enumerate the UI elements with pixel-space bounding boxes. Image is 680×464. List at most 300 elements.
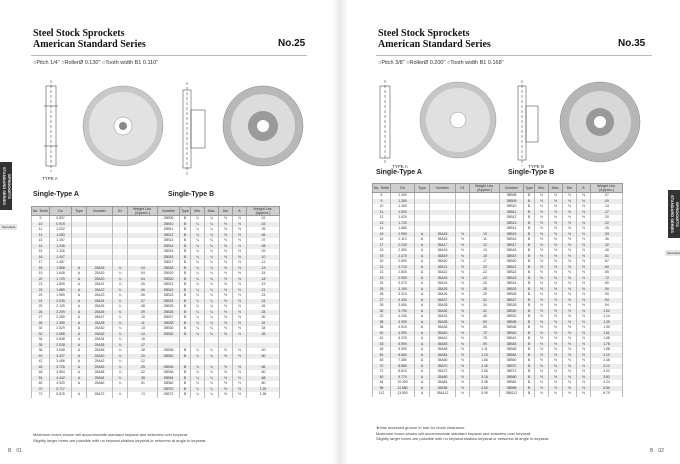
table-cell: 22 [32,288,50,294]
table-cell: A [72,332,87,338]
table-cell: ½ [456,248,470,254]
table-cell: ½ [563,336,577,342]
table-cell: 25A19 [87,271,113,277]
table-cell: 3.327 [50,354,72,360]
table-cell: 35B25 [500,287,524,293]
table-cell: ½ [456,254,470,260]
table-cell: ½ [549,364,563,370]
table-cell: 2.529 [50,326,72,332]
table-cell: B [524,325,535,331]
table-cell: 3.82 [591,375,623,381]
table-cell: .80 [591,281,623,287]
table-cell: 1.246 [50,244,72,250]
table-cell: ¼ [205,299,219,305]
table-cell: ½ [535,292,549,298]
table-cell: ½ [549,237,563,243]
table-cell: ½ [535,193,549,199]
table-cell: ½ [549,232,563,238]
table-cell: A [72,304,87,310]
table-cell: 5.717 [50,387,72,393]
col-header: Do [391,184,415,193]
table-cell: ½ [549,336,563,342]
page-shade [332,0,340,464]
table-cell: A [72,343,87,349]
table-cell: 1.407 [50,255,72,261]
table-cell: ½ [577,265,591,271]
table-cell: 35B12 [500,215,524,221]
table-cell: ½ [535,309,549,315]
table-cell: .10 [128,315,158,321]
table-cell: 26 [373,292,391,298]
col-header: D1 [113,207,128,216]
table-cell: ½ [563,287,577,293]
table-cell: ½ [563,364,577,370]
table-cell: 35A25 [430,287,456,293]
table-cell: 1.083 [50,233,72,239]
table-cell: ½ [233,299,247,305]
table-cell: ½ [577,325,591,331]
title-line-1: Steel Stock Sprockets [378,28,470,39]
table-cell: 25B13 [158,238,180,244]
table-cell: B [180,222,191,228]
table-cell: ½ [456,369,470,375]
table-cell: 20 [32,277,50,283]
table-cell: 25B18 [158,266,180,272]
table-cell: 23 [373,276,391,282]
table-cell: 25A32 [87,332,113,338]
table-cell: 6.70 [591,391,623,397]
table-cell: A [415,276,430,282]
table-cell: ½ [535,248,549,254]
table-cell: 2.950 [391,276,415,282]
table-cell: B [180,277,191,283]
table-cell: 35B96 [500,386,524,392]
table-cell: 23 [32,293,50,299]
table-cell: ¼ [113,288,128,294]
table-cell: 2.110 [391,237,415,243]
table-cell: 25B26 [158,310,180,316]
type-b-side-view [183,82,205,176]
table-cell: ¼ [113,293,128,299]
table-cell: ½ [456,265,470,271]
table-cell: 11 [373,210,391,216]
table-cell: 32 [32,332,50,338]
col-header: Weight Lbs. (Approx.) [470,184,500,193]
table-cell: B [180,288,191,294]
table-cell: 25B10 [158,222,180,228]
table-cell: ½ [549,265,563,271]
col-header: Weight Lbs. (Approx.) [128,207,158,216]
table-cell: B [524,358,535,364]
page-title [33,28,146,50]
table-cell: .74 [128,392,158,398]
table-cell: 26 [32,310,50,316]
table-cell: 42 [373,336,391,342]
table-cell: B [524,298,535,304]
table-cell: 2.470 [391,254,415,260]
table-cell: .09 [247,249,280,255]
table-cell: ¼ [113,299,128,305]
table-cell: .15 [247,271,280,277]
table-cell: 2.56 [470,369,500,375]
table-cell: ½ [535,204,549,210]
table-cell: 25A40 [87,354,113,360]
table-cell: .26 [247,304,280,310]
col-header: A [233,207,247,216]
table-cell: 10 [32,222,50,228]
table-cell: 5.876 [50,392,72,398]
table-cell: 3.550 [391,303,415,309]
table-cell: 8.810 [391,369,415,375]
table-cell: A [72,354,87,360]
table-cell: B [524,276,535,282]
table-cell: ½ [219,216,233,222]
table-cell: 25A42 [87,359,113,365]
table-cell: 80 [373,375,391,381]
table-cell: 25A30 [87,326,113,332]
table-cell: 16 [32,255,50,261]
table-cell: ½ [219,249,233,255]
table-cell: A [72,315,87,321]
table-cell: ½ [456,303,470,309]
table-cell: 2.848 [50,337,72,343]
col-header: Dm [219,207,233,216]
table-cell: B [180,216,191,222]
table-cell: 8 [373,193,391,199]
table-cell: 25A25 [87,304,113,310]
table-cell: ¼ [113,332,128,338]
table-cell: B [180,233,191,239]
table-cell: A [72,293,87,299]
table-cell: ¼ [191,321,205,327]
table-cell: ½ [219,365,233,371]
table-cell: .46 [591,248,623,254]
table-cell: .51 [128,381,158,387]
table-cell: 35A28 [430,303,456,309]
table-cell: .24 [247,299,280,305]
table-cell: .24 [470,276,500,282]
table-cell: A [72,392,87,398]
table-cell: ½ [549,292,563,298]
table-cell: ½ [535,314,549,320]
table-cell: ¼ [191,365,205,371]
table-cell: .57 [591,259,623,265]
type-b-label: TYPE B [528,164,545,169]
table-cell: .34 [247,326,280,332]
table-cell: 1.729 [50,277,72,283]
table-cell: 16 [373,237,391,243]
table-cell: ½ [563,226,577,232]
table-cell: 35A70 [430,364,456,370]
table-cell: ½ [219,370,233,376]
table-cell: ¼ [191,376,205,382]
table-cell: A [415,364,430,370]
table-cell: B [180,304,191,310]
table-cell: ¼ [191,277,205,283]
table-cell: ½ [456,292,470,298]
table-cell: .78 [470,336,500,342]
footnote: Maximum bores shown will accommodate standard keyseat and setscrew over keyseat. [33,432,189,437]
table-cell: 35A15 [430,232,456,238]
table-cell: A [72,271,87,277]
table-cell: ½ [456,270,470,276]
table-cell: 2.369 [50,321,72,327]
table-cell: 40 [373,331,391,337]
table-cell: 42 [32,359,50,365]
table-cell: 36 [32,348,50,354]
table-cell: ½ [563,237,577,243]
table-cell: .68 [247,376,280,382]
table-cell: 1.167 [50,238,72,244]
table-cell: .22 [470,270,500,276]
table-cell: ½ [577,369,591,375]
table-cell: 54 [32,376,50,382]
table-cell: 1.969 [50,293,72,299]
table-cell: ½ [563,380,577,386]
table-cell: B [524,320,535,326]
table-cell: .04 [128,271,158,277]
table-cell: 13.590 [391,391,415,397]
table-cell: ½ [577,298,591,304]
table-cell: 2.830 [391,270,415,276]
table-cell: 35A42 [430,336,456,342]
table-cell: 25A23 [87,293,113,299]
table-cell: ½ [563,204,577,210]
table-cell: ½ [577,226,591,232]
divider [376,55,652,56]
table-cell: ½ [456,364,470,370]
table-cell: ½ [219,244,233,250]
type-a-label: TYPE A [42,176,58,181]
table-cell: 4.24 [591,380,623,386]
table-cell: .34 [470,303,500,309]
series-number: No.25 [278,38,306,49]
title-line-2: American Standard Series [33,39,146,50]
table-cell: ½ [456,276,470,282]
table-cell: ½ [577,380,591,386]
table-cell: ½ [456,298,470,304]
table-cell: B [524,336,535,342]
table-cell: B [180,348,191,354]
table-cell: B [524,199,535,205]
table-cell: ½ [535,226,549,232]
table-cell: B [524,265,535,271]
table-cell: ½ [456,232,470,238]
table-cell: ½ [233,266,247,272]
table-cell: .14 [591,204,623,210]
table-cell: ½ [563,347,577,353]
table-cell: B [524,331,535,337]
table-cell: ½ [233,227,247,233]
table-cell: 35A24 [430,281,456,287]
table-cell: 1.487 [50,260,72,266]
table-cell: B [180,282,191,288]
table-cell: 25A20 [87,277,113,283]
table-cell: 35B15 [500,232,524,238]
table-cell: 1.568 [50,266,72,272]
table-cell: ½ [563,353,577,359]
table-cell: ¼ [205,227,219,233]
table-cell: 35A60 [430,358,456,364]
table-cell: .23 [247,293,280,299]
table-cell: ½ [219,326,233,332]
table-cell: 1.809 [50,282,72,288]
table-cell: A [415,243,430,249]
table-cell: ½ [233,321,247,327]
side-subtab: Sprockets [665,250,680,256]
table-cell: 7.380 [391,358,415,364]
table-cell: B [524,380,535,386]
table-cell: ¼ [205,282,219,288]
table-cell: ½ [233,260,247,266]
table-cell: ½ [549,298,563,304]
table-cell: 25A28 [87,321,113,327]
table-cell: ¼ [205,222,219,228]
table-cell: ¼ [191,288,205,294]
table-cell: A [72,299,87,305]
table-cell: 11 [32,227,50,233]
table-cell: 1.14 [591,314,623,320]
table-cell: .11 [247,260,280,266]
table-cell: B [180,332,191,338]
table-cell: 21 [32,282,50,288]
table-cell: 25A21 [87,282,113,288]
table-cell: ½ [535,369,549,375]
table-cell: ½ [535,298,549,304]
col-header: Max. [549,184,563,193]
title-line-1: Steel Stock Sprockets [33,28,125,39]
table-cell: ½ [456,259,470,265]
table-cell: ¼ [191,260,205,266]
table-cell: ½ [563,303,577,309]
table-cell: 35A23 [430,276,456,282]
table-cell: 54 [373,353,391,359]
table-cell: ¼ [191,271,205,277]
table-cell: 60 [373,358,391,364]
table-cell: ½ [233,244,247,250]
side-subtab: Sprockets [2,225,16,229]
table-cell: B [524,281,535,287]
table-cell: 35A26 [430,292,456,298]
table-cell: ½ [577,303,591,309]
table-cell: .06 [128,293,158,299]
table-cell: .13 [470,248,500,254]
sprocket-table-no25 [31,206,280,398]
table-cell: ½ [549,199,563,205]
table-cell: .80 [247,381,280,387]
table-cell: ½ [563,391,577,397]
table-cell: ¼ [205,255,219,261]
table-cell: 6.660 [391,353,415,359]
table-cell: 27 [373,298,391,304]
table-cell: ¼ [205,310,219,316]
table-cell: B [524,210,535,216]
table-cell: B [524,243,535,249]
table-cell: 34 [32,337,50,343]
col-header: No. Teeth [373,184,391,193]
table-cell: ¼ [205,233,219,239]
table-cell: ¼ [191,332,205,338]
table-cell: .07 [247,238,280,244]
table-cell: ½ [219,293,233,299]
table-cell: ½ [577,243,591,249]
table-cell: 35 [373,320,391,326]
table-cell: 19 [32,271,50,277]
table-cell: ½ [219,271,233,277]
table-cell: ½ [577,336,591,342]
table-cell: 35A18 [430,248,456,254]
table-cell: B [524,386,535,392]
table-cell: ½ [456,336,470,342]
table-cell: ½ [535,259,549,265]
table-cell: ¼ [205,365,219,371]
table-cell: B [180,310,191,316]
table-cell: ¼ [205,354,219,360]
table-cell: 30 [373,309,391,315]
table-cell: ½ [233,376,247,382]
table-cell: .07 [591,193,623,199]
table-cell: 48 [32,370,50,376]
table-cell: A [415,303,430,309]
table-cell: 25B70 [158,387,180,393]
table-cell: 35B23 [500,276,524,282]
table-cell: A [72,337,87,343]
table-cell: ½ [535,342,549,348]
table-cell: ½ [219,266,233,272]
data-table [31,206,280,398]
table-cell: ½ [535,287,549,293]
table-row [373,391,623,397]
table-cell: .12 [470,243,500,249]
table-cell: 1.150 [391,193,415,199]
table-cell: ½ [535,215,549,221]
table-cell: ½ [535,199,549,205]
table-cell: ½ [563,358,577,364]
table-cell: ½ [577,309,591,315]
table-cell: 30 [32,326,50,332]
table-cell: 25A24 [87,299,113,305]
table-cell: 25B45 [158,365,180,371]
table-cell: 35B09 [500,199,524,205]
table-cell: .07 [128,299,158,305]
table-cell: ½ [549,369,563,375]
table-cell: .17 [591,210,623,216]
type-b-gear [560,82,640,162]
type-b-gear [223,86,303,166]
table-cell: 1.68 [591,336,623,342]
table-cell: 35B16 [500,237,524,243]
table-cell: .20 [128,354,158,360]
table-cell: .09 [128,310,158,316]
table-cell: B [524,204,535,210]
table-cell: B [524,375,535,381]
table-cell: 28 [373,303,391,309]
table-cell: A [415,386,430,392]
table-cell: A [72,326,87,332]
table-cell: ½ [577,391,591,397]
table-cell: 21 [373,265,391,271]
table-cell: B [180,354,191,360]
chain-specs: ○Pitch 3/8" ○RollerØ 0.200" ○Tooth width B1 0.168" [378,60,504,66]
table-cell: B [180,244,191,250]
table-cell: 1.61 [591,331,623,337]
table-cell: ½ [549,353,563,359]
table-cell: 1.889 [50,288,72,294]
col-header: Number [158,207,180,216]
table-cell: .55 [470,325,500,331]
table-cell: ¼ [113,365,128,371]
table-cell: 36 [373,325,391,331]
